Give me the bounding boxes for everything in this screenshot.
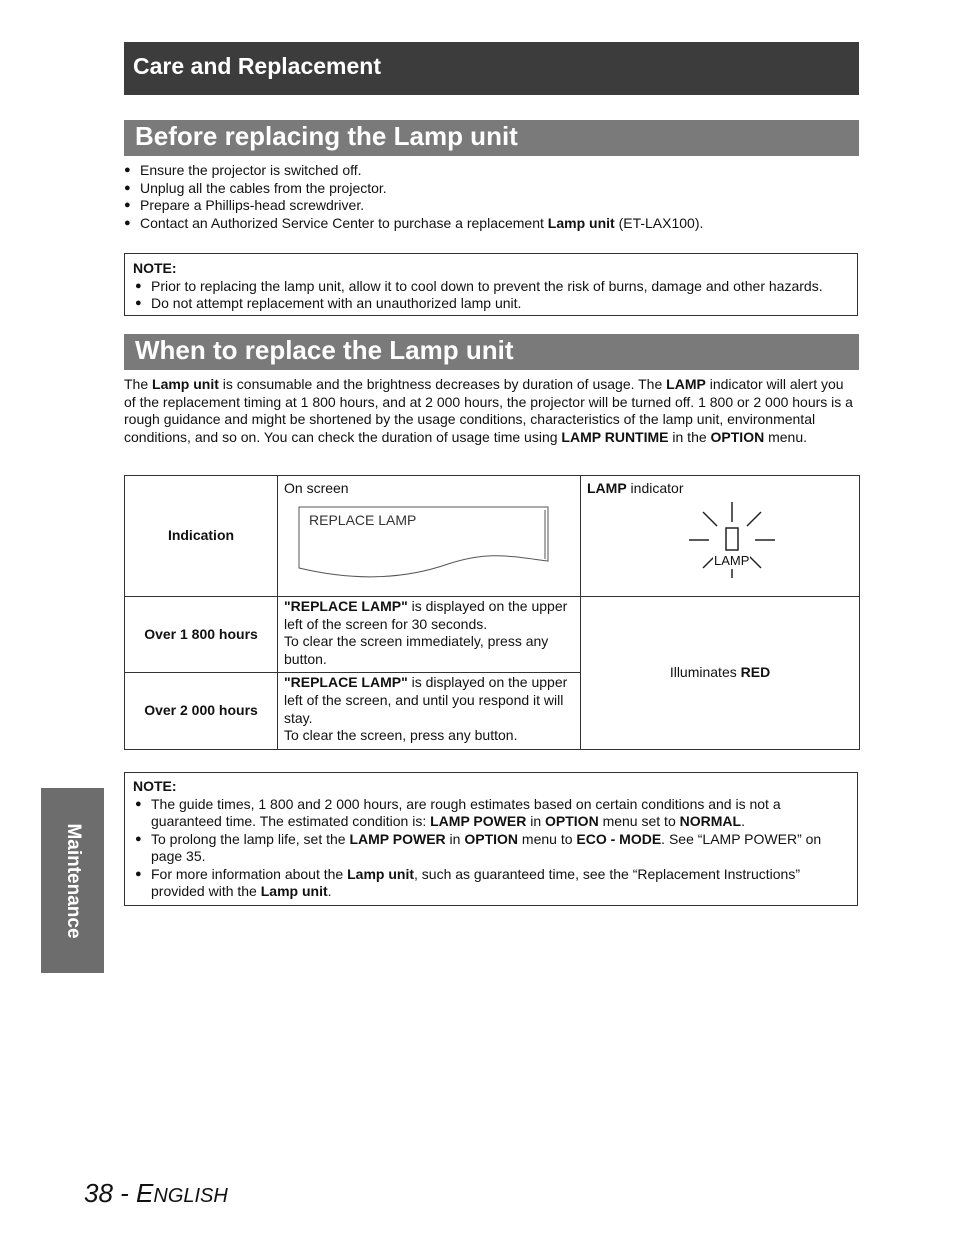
table-row (125, 476, 860, 597)
bullet-icon: ● (135, 297, 142, 310)
bullet-icon: ● (135, 867, 142, 880)
section-heading-when-to-replace (124, 334, 859, 370)
bullet-icon: ● (124, 217, 131, 230)
page-number: 38 - E (84, 1178, 154, 1208)
note-box (124, 772, 858, 906)
section-heading-before-replacing (124, 120, 859, 156)
list-item: ● Contact an Authorized Service Center to purchase a replacement Lamp unit (ET-LAX100). (124, 215, 704, 232)
indicator-cell (581, 476, 860, 597)
row-description: "REPLACE LAMP" is displayed on the upper left of the screen for 30 seconds. To clear the screen immediately, press any button. (278, 597, 581, 673)
bullet-icon: ● (124, 164, 131, 176)
side-tab-label: Maintenance (62, 822, 84, 939)
note-item: ● The guide times, 1 800 and 2 000 hours, are rough estimates based on certain conditions and is not a guaranteed time. The estimated condition is: LAMP POWER in OPTION menu set to NORMAL. (135, 795, 781, 829)
indicator-label: LAMP indicator (587, 480, 684, 496)
lamp-caption: LAMP (714, 552, 750, 568)
lamp-replacement-table (124, 475, 860, 750)
note-box (124, 253, 858, 316)
row-label: Over 1 800 hours (125, 597, 278, 673)
section-title: Before replacing the Lamp unit (135, 121, 518, 151)
row-description: "REPLACE LAMP" is displayed on the upper left of the screen, and until you respond it will stay. To clear the screen, press any button. (278, 673, 581, 749)
page-footer (84, 1178, 228, 1209)
screen-message-text: REPLACE LAMP (309, 511, 417, 528)
description-paragraph: The Lamp unit is consumable and the brightness decreases by duration of usage. The LAMP indicator will alert you of the replacement timing at 1 800 hours, and at 2 000 hours, the projector will be turned off. 1 800 or 2 000 hours is a rough guidance and might be shortened by the usage conditions, characteristics of the lamp unit, environmental conditions, and so on. You can check the duration of usage time using LAMP RUNTIME in the OPTION menu. (124, 376, 853, 445)
bullet-icon: ● (135, 797, 142, 810)
chapter-title: Care and Replacement (133, 53, 381, 79)
preparation-list (124, 162, 859, 233)
language-label: NGLISH (153, 1185, 228, 1207)
indicator-status: Illuminates RED (581, 597, 860, 750)
row-label: Indication (125, 476, 278, 597)
bullet-icon: ● (124, 181, 131, 194)
bullet-icon: ● (124, 199, 131, 212)
note-item: ● To prolong the lamp life, set the LAMP POWER in OPTION menu to ECO - MODE. See “LAMP POWER” on page 35. (135, 830, 822, 864)
row-label: Over 2 000 hours (125, 673, 278, 749)
list-item: ● Prepare a Phillips-head screwdriver. (124, 197, 365, 214)
onscreen-cell (278, 476, 581, 597)
note-item: ● Do not attempt replacement with an unauthorized lamp unit. (135, 295, 522, 312)
note-title: NOTE: (133, 778, 177, 794)
note-item: ● For more information about the Lamp unit, such as guaranteed time, see the “Replacement Instructions” provided with the Lamp unit. (135, 865, 800, 899)
bullet-icon: ● (135, 832, 142, 845)
lamp-indicator-illustration (587, 498, 853, 582)
side-tab-maintenance[interactable] (41, 788, 104, 973)
list-item: ● Ensure the projector is switched off. (124, 162, 362, 178)
bullet-icon: ● (135, 279, 142, 292)
table-row (125, 597, 860, 673)
section-title: When to replace the Lamp unit (135, 335, 514, 365)
list-item: ● Unplug all the cables from the projector. (124, 179, 387, 196)
note-item: ● Prior to replacing the lamp unit, allow it to cool down to prevent the risk of burns, damage and other hazards. (135, 277, 823, 294)
chapter-header (124, 42, 859, 95)
note-title: NOTE: (133, 260, 177, 276)
onscreen-label: On screen (284, 480, 349, 496)
screen-message-illustration (298, 506, 550, 582)
